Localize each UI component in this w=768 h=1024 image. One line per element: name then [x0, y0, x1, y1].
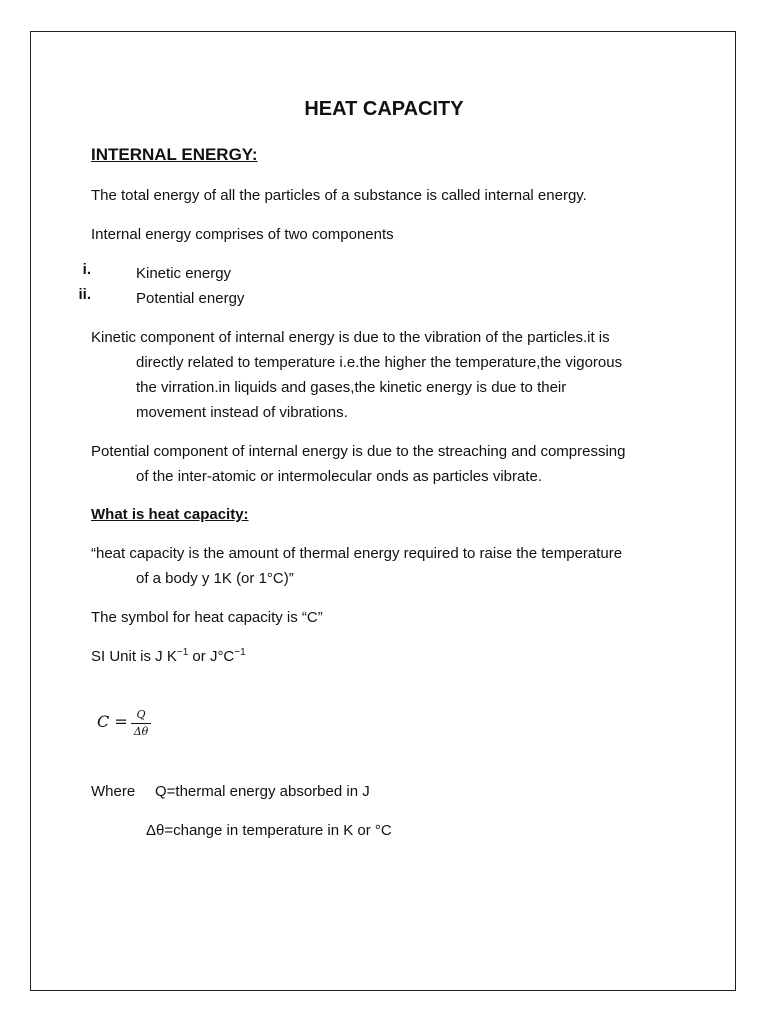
si-unit-exponent-1: −1	[176, 647, 189, 658]
kinetic-paragraph-line-2: directly related to temperature i.e.the higher the temperature,the vigorous	[136, 354, 623, 371]
list-item-kinetic-energy: Kinetic energy	[136, 265, 232, 282]
list-item-potential-energy: Potential energy	[136, 290, 245, 307]
where-label: Where	[91, 783, 136, 800]
paragraph-components-intro: Internal energy comprises of two components	[91, 226, 394, 243]
kinetic-paragraph-line-4: movement instead of vibrations.	[136, 404, 348, 421]
document-page	[30, 31, 736, 991]
kinetic-paragraph-line-3: the virration.in liquids and gases,the kinetic energy is due to their	[136, 379, 567, 396]
paragraph-definition-internal-energy: The total energy of all the particles of a substance is called internal energy.	[91, 187, 587, 204]
list-number-2: ii.	[78, 286, 91, 303]
where-theta-definition: Δθ=change in temperature in K or °C	[146, 822, 392, 839]
page-title: HEAT CAPACITY	[304, 98, 464, 120]
section-heading-internal-energy: INTERNAL ENERGY:	[91, 145, 258, 164]
definition-line-1: “heat capacity is the amount of thermal energy required to raise the temperature	[91, 545, 623, 562]
subheading-what-is-heat-capacity: What is heat capacity:	[91, 506, 249, 523]
definition-line-2: of a body y 1K (or 1°C)”	[136, 570, 294, 587]
potential-paragraph-line-2: of the inter-atomic or intermolecular onds as particles vibrate.	[136, 468, 543, 485]
si-unit-line	[91, 644, 246, 669]
formula-lhs: C =	[97, 712, 128, 731]
formula-denominator: Δθ	[133, 725, 149, 738]
where-q-definition: Q=thermal energy absorbed in J	[155, 783, 370, 800]
si-unit-exponent-2: −1	[234, 647, 246, 658]
si-unit-middle: or J°C	[188, 648, 235, 665]
formula-numerator: Q	[136, 708, 146, 721]
list-number-1: i.	[82, 261, 91, 278]
potential-paragraph-line-1: Potential component of internal energy is due to the streaching and compressing	[91, 443, 626, 460]
kinetic-paragraph-line-1: Kinetic component of internal energy is due to the vibration of the particles.it is	[91, 329, 610, 346]
si-unit-prefix: SI Unit is J K	[91, 648, 177, 665]
formula-fraction-bar	[131, 723, 151, 724]
symbol-line: The symbol for heat capacity is “C”	[91, 609, 323, 626]
